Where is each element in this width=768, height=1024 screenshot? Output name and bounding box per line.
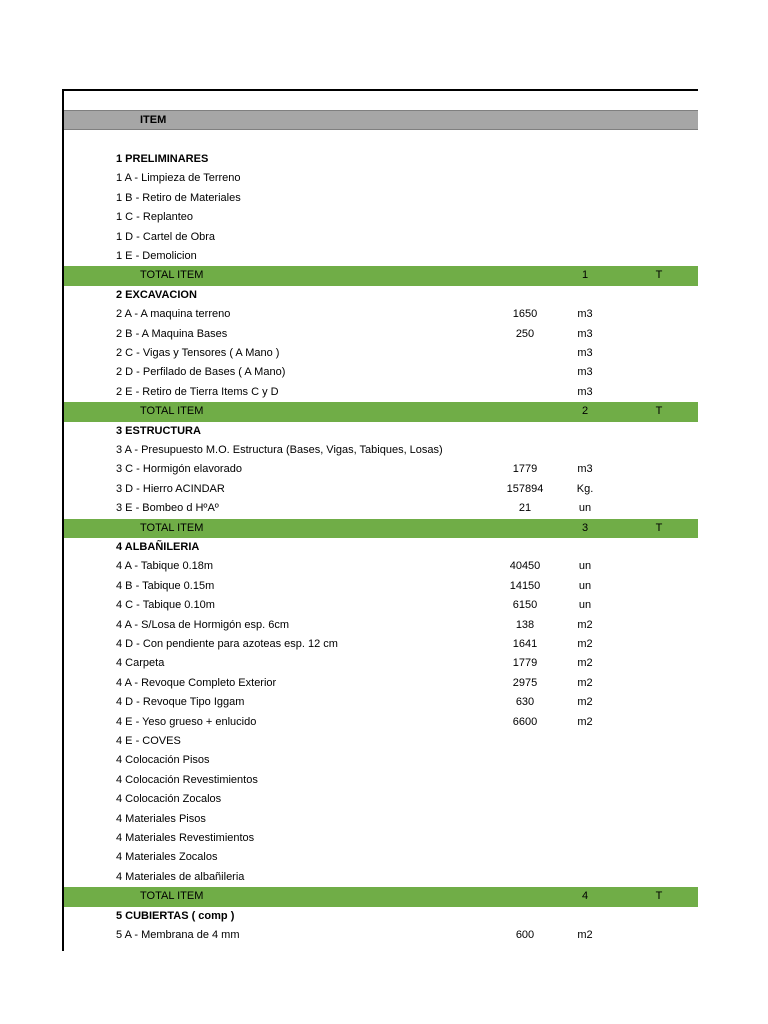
table-row — [64, 674, 698, 693]
item-description: 3 E - Bombeo d HºAº — [116, 502, 219, 515]
unit-cell: m2 — [577, 638, 593, 650]
item-description: 1 D - Cartel de Obra — [116, 230, 216, 243]
quantity-cell: 6600 — [512, 715, 538, 728]
section-row — [64, 538, 698, 557]
table-row — [64, 189, 698, 208]
table-row — [64, 848, 698, 867]
item-description: 4 D - Revoque Tipo Iggam — [116, 696, 245, 709]
total-label: TOTAL ITEM — [140, 521, 204, 534]
quantity-cell: 1650 — [512, 308, 538, 321]
quantity-cell: 2975 — [512, 676, 538, 689]
table-row — [64, 577, 698, 596]
item-description: 4 Materiales de albañileria — [116, 870, 245, 883]
total-t-marker: T — [655, 269, 663, 282]
section-row — [64, 422, 698, 441]
quantity-cell: 6150 — [512, 599, 538, 612]
header-item-label: ITEM — [140, 114, 167, 126]
section-title: 5 CUBIERTAS ( comp ) — [116, 909, 235, 922]
section-title: 1 PRELIMINARES — [116, 153, 209, 165]
table-row — [64, 363, 698, 382]
item-description: 4 Materiales Revestimientos — [116, 832, 255, 844]
quantity-cell: 138 — [515, 618, 535, 631]
section-title: 2 EXCAVACION — [116, 288, 197, 301]
unit-cell: un — [578, 560, 592, 573]
item-description: 4 A - Tabique 0.18m — [116, 560, 214, 573]
total-row — [64, 266, 698, 285]
total-number: 1 — [581, 269, 589, 282]
unit-cell: m2 — [577, 657, 593, 670]
item-description: 5 A - Membrana de 4 mm — [116, 929, 240, 941]
item-description: 4 A - S/Losa de Hormigón esp. 6cm — [116, 618, 290, 631]
quantity-cell: 600 — [515, 929, 535, 941]
item-description: 2 C - Vigas y Tensores ( A Mano ) — [116, 347, 280, 359]
unit-cell: m3 — [577, 308, 593, 321]
table-row — [64, 460, 698, 479]
quantity-cell: 21 — [518, 502, 532, 515]
unit-cell: m3 — [577, 347, 593, 359]
table-row — [64, 635, 698, 654]
item-description: 1 A - Limpieza de Terreno — [116, 172, 241, 185]
item-description: 4 Colocación Zocalos — [116, 793, 222, 806]
item-description: 4 C - Tabique 0.10m — [116, 599, 215, 612]
total-label: TOTAL ITEM — [140, 269, 204, 282]
section-row — [64, 150, 698, 169]
table-row — [64, 616, 698, 635]
quantity-cell: 1779 — [512, 463, 538, 476]
unit-cell: m2 — [577, 696, 593, 709]
unit-cell: m3 — [577, 463, 593, 476]
section-row — [64, 286, 698, 305]
quantity-cell: 157894 — [506, 482, 544, 495]
header-row — [64, 110, 698, 130]
total-row — [64, 402, 698, 421]
total-t-marker: T — [655, 890, 663, 903]
table-row — [64, 596, 698, 615]
table-row — [64, 383, 698, 402]
table-row — [64, 868, 698, 887]
table-row — [64, 480, 698, 499]
item-description: 2 E - Retiro de Tierra Items C y D — [116, 385, 279, 398]
total-t-marker: T — [655, 521, 663, 534]
table-row — [64, 344, 698, 363]
quantity-cell: 1641 — [512, 638, 538, 650]
section-row — [64, 907, 698, 926]
table-row — [64, 926, 698, 945]
table-row — [64, 247, 698, 266]
total-label: TOTAL ITEM — [140, 405, 204, 418]
table-row — [64, 325, 698, 344]
item-description: 3 D - Hierro ACINDAR — [116, 482, 225, 495]
item-description: 3 C - Hormigón elavorado — [116, 463, 242, 476]
table-row — [64, 228, 698, 247]
table-row — [64, 441, 698, 460]
quantity-cell: 250 — [515, 327, 535, 340]
item-description: 4 E - Yeso grueso + enlucido — [116, 715, 257, 728]
table-row — [64, 732, 698, 751]
table-row — [64, 829, 698, 848]
quantity-cell: 630 — [515, 696, 535, 709]
unit-cell: m2 — [577, 929, 593, 941]
unit-cell: m3 — [577, 385, 593, 398]
table-row — [64, 654, 698, 673]
item-description: 4 B - Tabique 0.15m — [116, 579, 215, 592]
table-row — [64, 771, 698, 790]
unit-cell: m2 — [577, 676, 593, 689]
total-label: TOTAL ITEM — [140, 890, 204, 903]
quantity-cell: 40450 — [509, 560, 541, 573]
item-description: 4 E - COVES — [116, 735, 181, 747]
total-row — [64, 887, 698, 906]
item-description: 4 D - Con pendiente para azoteas esp. 12 cm — [116, 638, 338, 650]
table-row — [64, 693, 698, 712]
total-number: 4 — [581, 890, 589, 903]
section-title: 4 ALBAÑILERIA — [116, 541, 200, 553]
total-number: 3 — [581, 521, 589, 534]
unit-cell: un — [578, 599, 592, 612]
unit-cell: m3 — [577, 327, 593, 340]
table-row — [64, 499, 698, 518]
item-description: 4 A - Revoque Completo Exterior — [116, 676, 277, 689]
quantity-cell: 1779 — [512, 657, 538, 670]
unit-cell: m2 — [577, 618, 593, 631]
unit-cell: un — [578, 502, 592, 515]
table-row — [64, 713, 698, 732]
item-description: 2 D - Perfilado de Bases ( A Mano) — [116, 366, 286, 379]
table-row — [64, 208, 698, 227]
item-description: 4 Carpeta — [116, 657, 165, 670]
table-row — [64, 751, 698, 770]
total-t-marker: T — [655, 405, 663, 418]
table-row — [64, 557, 698, 576]
item-description: 2 A - A maquina terreno — [116, 308, 231, 321]
item-description: 2 B - A Maquina Bases — [116, 327, 228, 340]
total-number: 2 — [581, 405, 589, 418]
item-description: 1 C - Replanteo — [116, 211, 194, 224]
unit-cell: Kg. — [576, 482, 594, 495]
item-description: 4 Colocación Revestimientos — [116, 773, 258, 786]
table-row — [64, 810, 698, 829]
item-description: 4 Colocación Pisos — [116, 754, 210, 767]
section-title: 3 ESTRUCTURA — [116, 424, 201, 437]
unit-cell: m3 — [577, 366, 593, 379]
item-description: 1 E - Demolicion — [116, 250, 197, 262]
unit-cell: m2 — [577, 715, 593, 728]
table-row — [64, 169, 698, 188]
total-row — [64, 519, 698, 538]
table-row — [64, 305, 698, 324]
item-description: 3 A - Presupuesto M.O. Estructura (Bases, Vigas, Tabiques, Losas) — [116, 444, 443, 456]
quantity-cell: 14150 — [509, 579, 541, 592]
item-description: 4 Materiales Zocalos — [116, 851, 218, 864]
unit-cell: un — [578, 579, 592, 592]
table-row — [64, 790, 698, 809]
spreadsheet — [62, 89, 698, 951]
item-description: 1 B - Retiro de Materiales — [116, 191, 241, 204]
item-description: 4 Materiales Pisos — [116, 812, 206, 825]
